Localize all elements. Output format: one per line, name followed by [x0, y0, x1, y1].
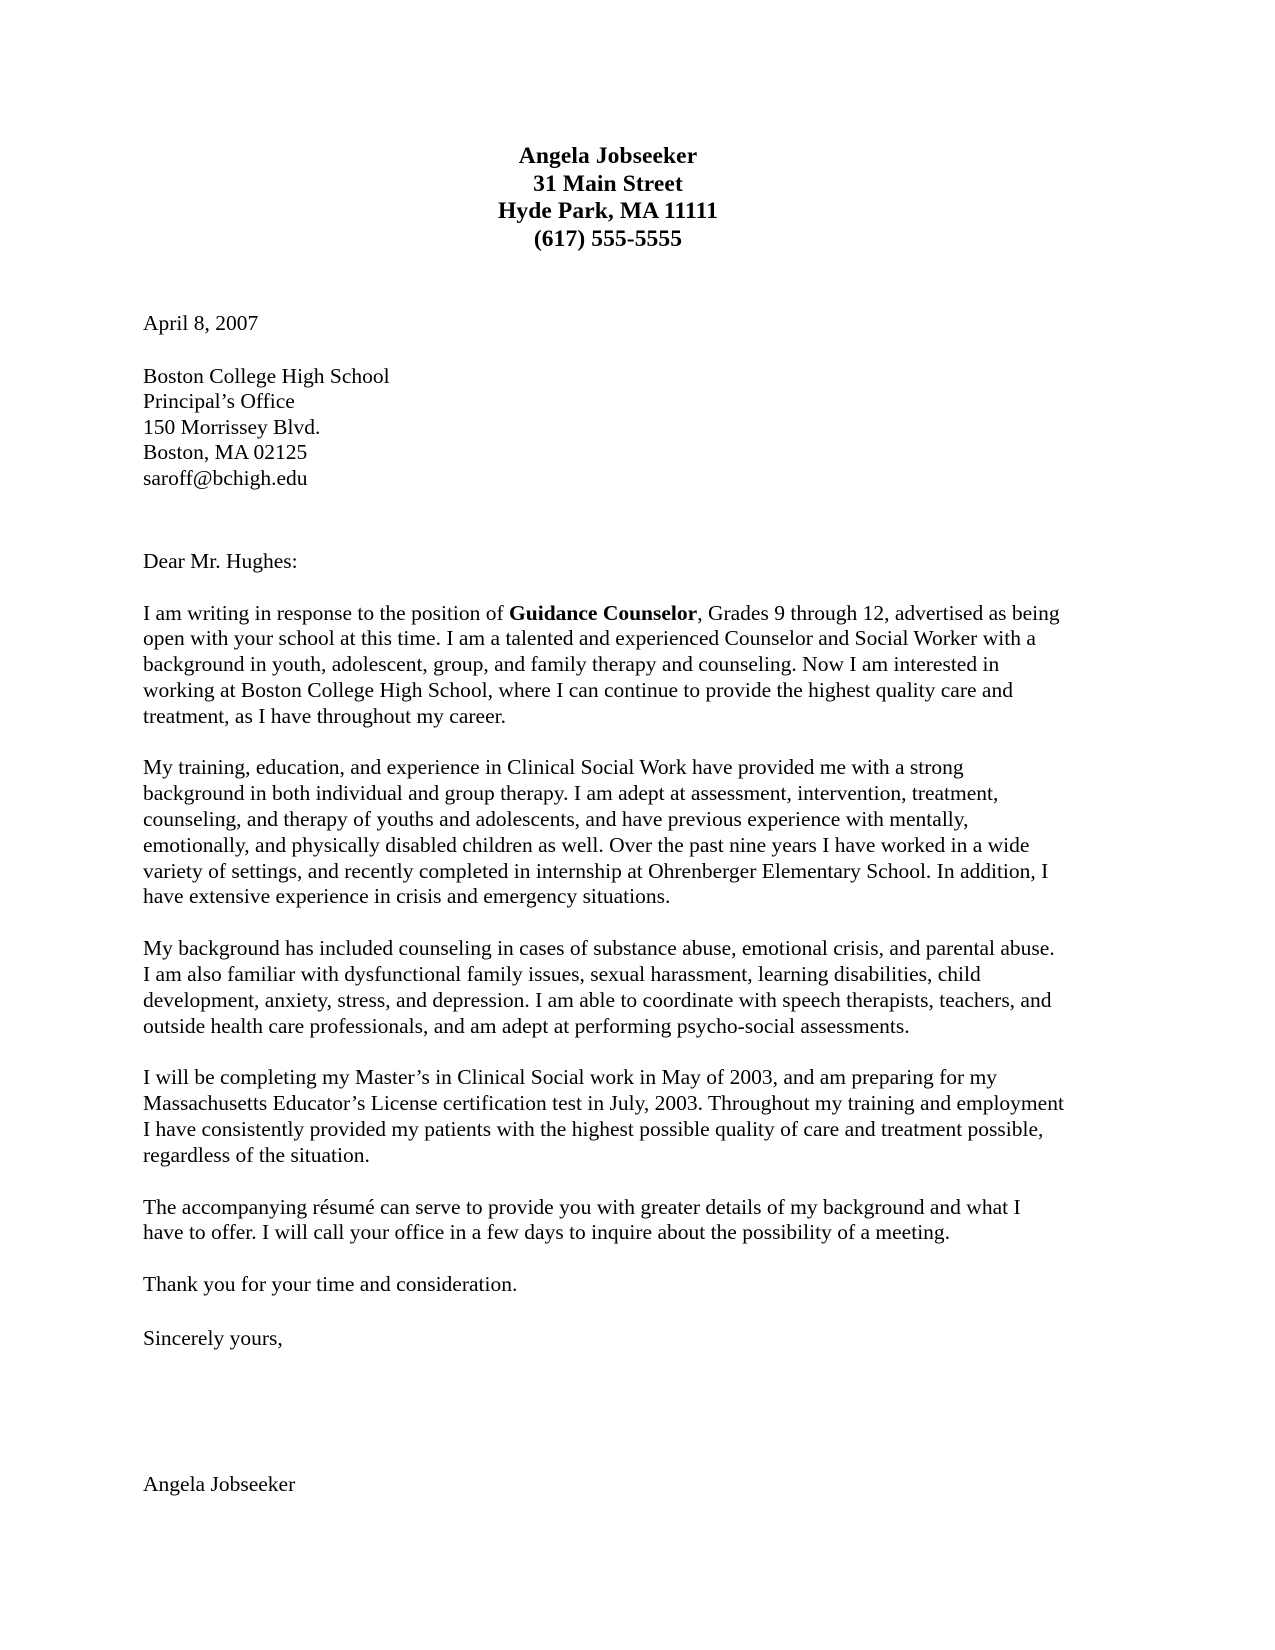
- recipient-department: Principal’s Office: [143, 389, 295, 413]
- body-paragraph-1: [143, 601, 1065, 730]
- paragraph-1-rest: , Grades 9 through 12, advertised as being open with your school at this time. I am a talented and experienced Counselor and Social Worker with a background in youth, adolescent, group, and family therapy and counseling. Now I am interested in working at Boston College High School, where I can continue to provide the highest quality care and treatment, as I have throughout my career.: [143, 600, 1060, 728]
- recipient-email: saroff@bchigh.edu: [143, 465, 308, 490]
- recipient-city-state-zip: Boston, MA 02125: [143, 440, 308, 464]
- letterhead-name: Angela Jobseeker: [518, 143, 698, 169]
- body-paragraph-4: I will be completing my Master’s in Clinical Social work in May of 2003, and am preparing for my Massachusetts Educator’s License certification test in July, 2003. Throughout my training and employment I have consistently provided my patients with the highest possible quality of care and treatment possible, regardless of the situation.: [143, 1065, 1064, 1167]
- letterhead: [143, 143, 1073, 253]
- signature-name: Angela Jobseeker: [143, 1471, 296, 1496]
- body-paragraph-3: My background has included counseling in cases of substance abuse, emotional crisis, and parental abuse. I am also familiar with dysfunctional family issues, sexual harassment, learning disabilities, child development, anxiety, stress, and depression. I am able to coordinate with speech therapists, teachers, and outside health care professionals, and am adept at performing psycho-social assessments.: [143, 936, 1055, 1038]
- recipient-organization: Boston College High School: [143, 363, 390, 388]
- recipient-street: 150 Morrissey Blvd.: [143, 414, 321, 439]
- recipient-address-block: [143, 364, 1073, 492]
- paragraph-1-intro: I am writing in response to the position of: [143, 600, 510, 625]
- letterhead-city-state-zip: Hyde Park, MA 11111: [498, 198, 718, 224]
- letterhead-street: 31 Main Street: [533, 170, 683, 197]
- letter-content: [143, 0, 1073, 1497]
- closing-signoff: Sincerely yours,: [143, 1326, 283, 1351]
- body-paragraph-5: The accompanying résumé can serve to provide you with greater details of my background and what I have to offer. I will call your office in a few days to inquire about the possibility of a meeting.: [143, 1194, 1021, 1245]
- letter-date: April 8, 2007: [143, 311, 259, 335]
- job-title-emphasis: Guidance Counselor: [509, 600, 698, 625]
- body-paragraph-6-thank-you: Thank you for your time and consideration.: [143, 1272, 518, 1297]
- letterhead-phone: (617) 555-5555: [533, 225, 683, 252]
- body-paragraph-2: My training, education, and experience in Clinical Social Work have provided me with a strong background in both individual and group therapy. I am adept at assessment, intervention, treatment, counseling, and therapy of youths and adolescents, and have previous experience with mentally, emotionally, and physically disabled children as well. Over the past nine years I have worked in a wide variety of settings, and recently completed in internship at Ohrenberger Elementary School. In addition, I have extensive experience in crisis and emergency situations.: [143, 755, 1049, 909]
- salutation: Dear Mr. Hughes:: [143, 549, 298, 573]
